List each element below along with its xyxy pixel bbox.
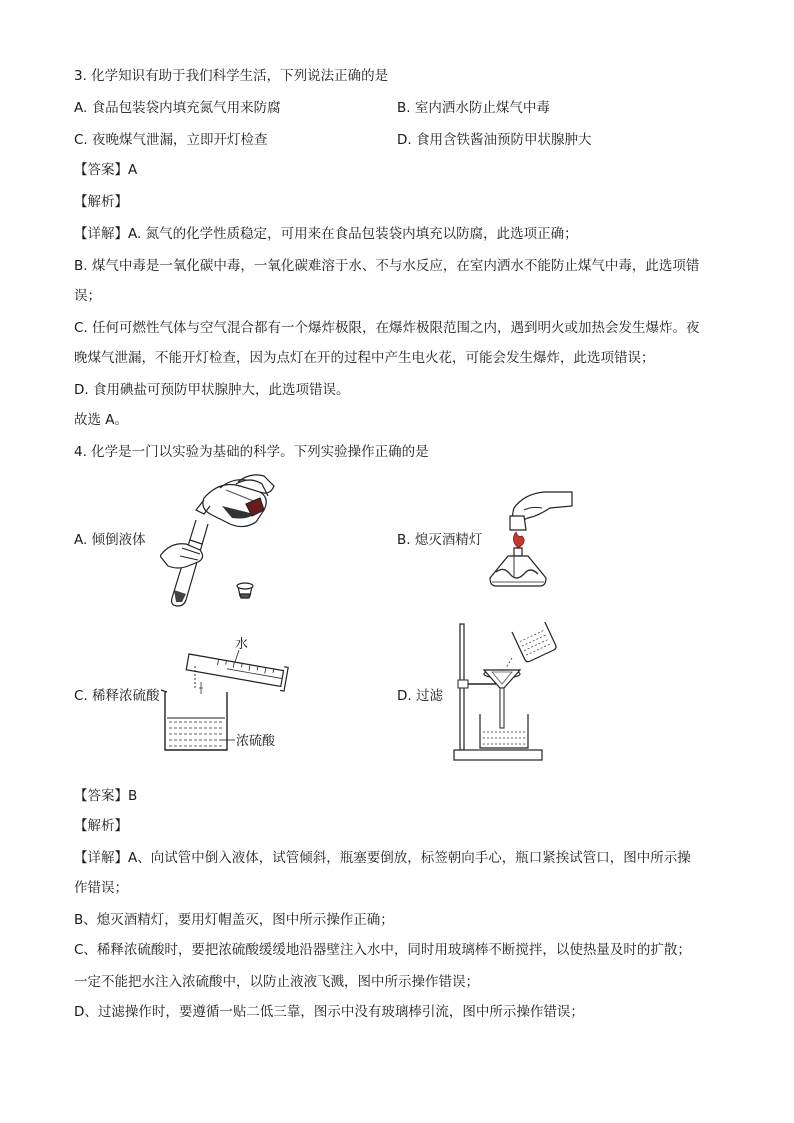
q4-detail-line-6: D、过滤操作时，要遵循一贴二低三靠，图示中没有玻璃棒引流，图中所示操作错误；: [74, 1004, 584, 1020]
q4-option-c: C. 稀释浓硫酸: [74, 688, 160, 704]
q4-detail-line-2: 作错误；: [74, 880, 128, 896]
q3-detail-line-7: 故选 A。: [74, 412, 129, 428]
q4-detail-line-1: 【详解】A、向试管中倒入液体，试管倾斜，瓶塞要倒放，标签朝向手心，瓶口紧挨试管口，图中所示操: [74, 850, 691, 866]
q3-option-c: C. 夜晚煤气泄漏，立即开灯检查: [74, 132, 268, 148]
q3-answer: 【答案】A: [74, 162, 138, 178]
q3-option-b: B. 室内洒水防止煤气中毒: [397, 100, 550, 116]
q4-detail-line-5: 一定不能把水注入浓硫酸中，以防止液液飞溅，图中所示操作错误；: [74, 974, 479, 990]
q4-stem: 4. 化学是一门以实验为基础的科学。下列实验操作正确的是: [74, 444, 429, 460]
q3-detail-line-6: D. 食用碘盐可预防甲状腺肿大，此选项错误。: [74, 382, 350, 398]
q4-option-d: D. 过滤: [397, 688, 443, 704]
filtration-figure: [452, 622, 558, 764]
q3-detail-line-3: 误；: [74, 288, 101, 304]
q4-analysis-label: 【解析】: [74, 818, 128, 834]
q3-option-d: D. 食用含铁酱油预防甲状腺肿大: [397, 132, 592, 148]
q3-detail-line-4: C. 任何可燃性气体与空气混合都有一个爆炸极限，在爆炸极限范围之内，遇到明火或加热会发生爆炸。夜: [74, 320, 700, 336]
q4-detail-line-3: B、熄灭酒精灯，要用灯帽盖灭，图中所示操作正确；: [74, 912, 394, 928]
q4-answer: 【答案】B: [74, 788, 138, 804]
q3-detail-line-1: 【详解】A. 氮气的化学性质稳定，可用来在食品包装袋内填充以防腐，此选项正确；: [74, 226, 578, 242]
q3-detail-line-2: B. 煤气中毒是一氧化碳中毒，一氧化碳难溶于水、不与水反应，在室内洒水不能防止煤气中毒，此选项错: [74, 258, 700, 274]
q3-stem: 3. 化学知识有助于我们科学生活，下列说法正确的是: [74, 68, 389, 84]
pouring-liquid-figure: [160, 470, 280, 610]
conc-acid-label: 浓硫酸: [236, 734, 276, 749]
q4-option-a: A. 倾倒液体: [74, 532, 146, 548]
q4-option-b: B. 熄灭酒精灯: [397, 532, 483, 548]
q3-option-a: A. 食品包装袋内填充氮气用来防腐: [74, 100, 281, 116]
extinguish-alcohol-lamp-figure: [484, 486, 580, 594]
water-label: 水: [235, 637, 249, 652]
q4-detail-line-4: C、稀释浓硫酸时，要把浓硫酸缓缓地沿器壁注入水中，同时用玻璃棒不断搅拌，以使热量及时的扩散；: [74, 942, 691, 958]
q3-analysis-label: 【解析】: [74, 194, 128, 210]
q3-detail-line-5: 晚煤气泄漏，不能开灯检查，因为点灯在开的过程中产生电火花，可能会发生爆炸，此选项错误；: [74, 350, 655, 366]
dilute-sulfuric-acid-figure: [155, 632, 315, 762]
